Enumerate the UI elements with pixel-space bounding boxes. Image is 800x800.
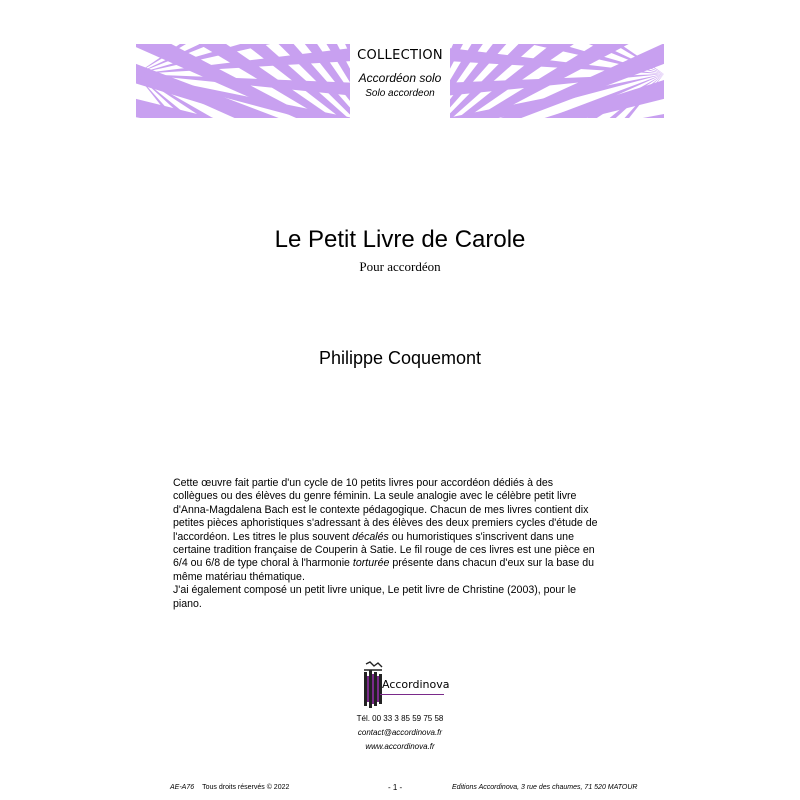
description-text: l'accordéon. Les titres le plus souvent	[173, 530, 353, 543]
composer-name: Philippe Coquemont	[318, 348, 482, 368]
description-line: Cette œuvre fait partie d'un cycle de 10 petits livres pour accordéon dédiés à des	[173, 477, 554, 489]
collection-subtitle-en: Solo accordeon	[365, 88, 435, 99]
description-line	[173, 531, 643, 544]
publisher-address: Editions Accordinova, 3 rue des chaumes, 71 520 MATOUR	[452, 784, 638, 791]
description-text: 6/4 ou 6/8 de type choral à l'harmonie	[173, 557, 353, 570]
publisher-logo	[358, 660, 448, 712]
description-line: piano.	[173, 597, 202, 610]
publisher-logo-text: Accordinova	[382, 678, 450, 691]
description-line: J'ai également composé un petit livre unique, Le petit livre de Christine (2003), pour le	[173, 584, 577, 597]
description-text: ou humoristiques s'inscrivent dans une	[388, 530, 574, 543]
description-line: certaine tradition française de Couperin à Satie. Le fil rouge de ces livres est une pièce en	[173, 544, 595, 557]
description-line: collègues ou des élèves du genre féminin. La seule analogie avec le célèbre petit livre	[173, 490, 577, 503]
collection-subtitle-fr: Accordéon solo	[358, 71, 442, 85]
work-instrumentation: Pour accordéon	[359, 259, 441, 274]
description-text: présente dans chacun d'eux sur la base du	[389, 557, 595, 570]
work-description	[173, 477, 643, 611]
collection-banner	[136, 44, 664, 118]
page-number: - 1 -	[388, 783, 403, 792]
contact-email[interactable]: contact@accordinova.fr	[357, 728, 443, 737]
footer-left	[170, 784, 289, 791]
contact-website[interactable]: www.accordinova.fr	[365, 742, 435, 751]
description-emphasis: décalés	[352, 530, 389, 543]
collection-heading: COLLECTION	[357, 48, 443, 63]
contact-phone: Tél. 00 33 3 85 59 75 58	[356, 714, 444, 723]
description-line: même matériau thématique.	[173, 570, 305, 583]
work-title: Le Petit Livre de Carole	[274, 226, 526, 253]
copyright-notice: Tous droits réservés © 2022	[202, 784, 290, 791]
description-emphasis: torturée	[352, 557, 390, 570]
description-line: d'Anna-Magdalena Bach est le contexte pédagogique. Chacun de mes livres contient dix	[173, 503, 589, 516]
catalog-code: AE-A76	[170, 784, 195, 791]
banner-label-box	[350, 44, 450, 118]
description-line	[173, 557, 643, 570]
logo-underline	[380, 694, 444, 695]
description-line: petites pièces aphoristiques s'adressant à des élèves des deux premiers cycles d'étude de	[173, 517, 598, 530]
